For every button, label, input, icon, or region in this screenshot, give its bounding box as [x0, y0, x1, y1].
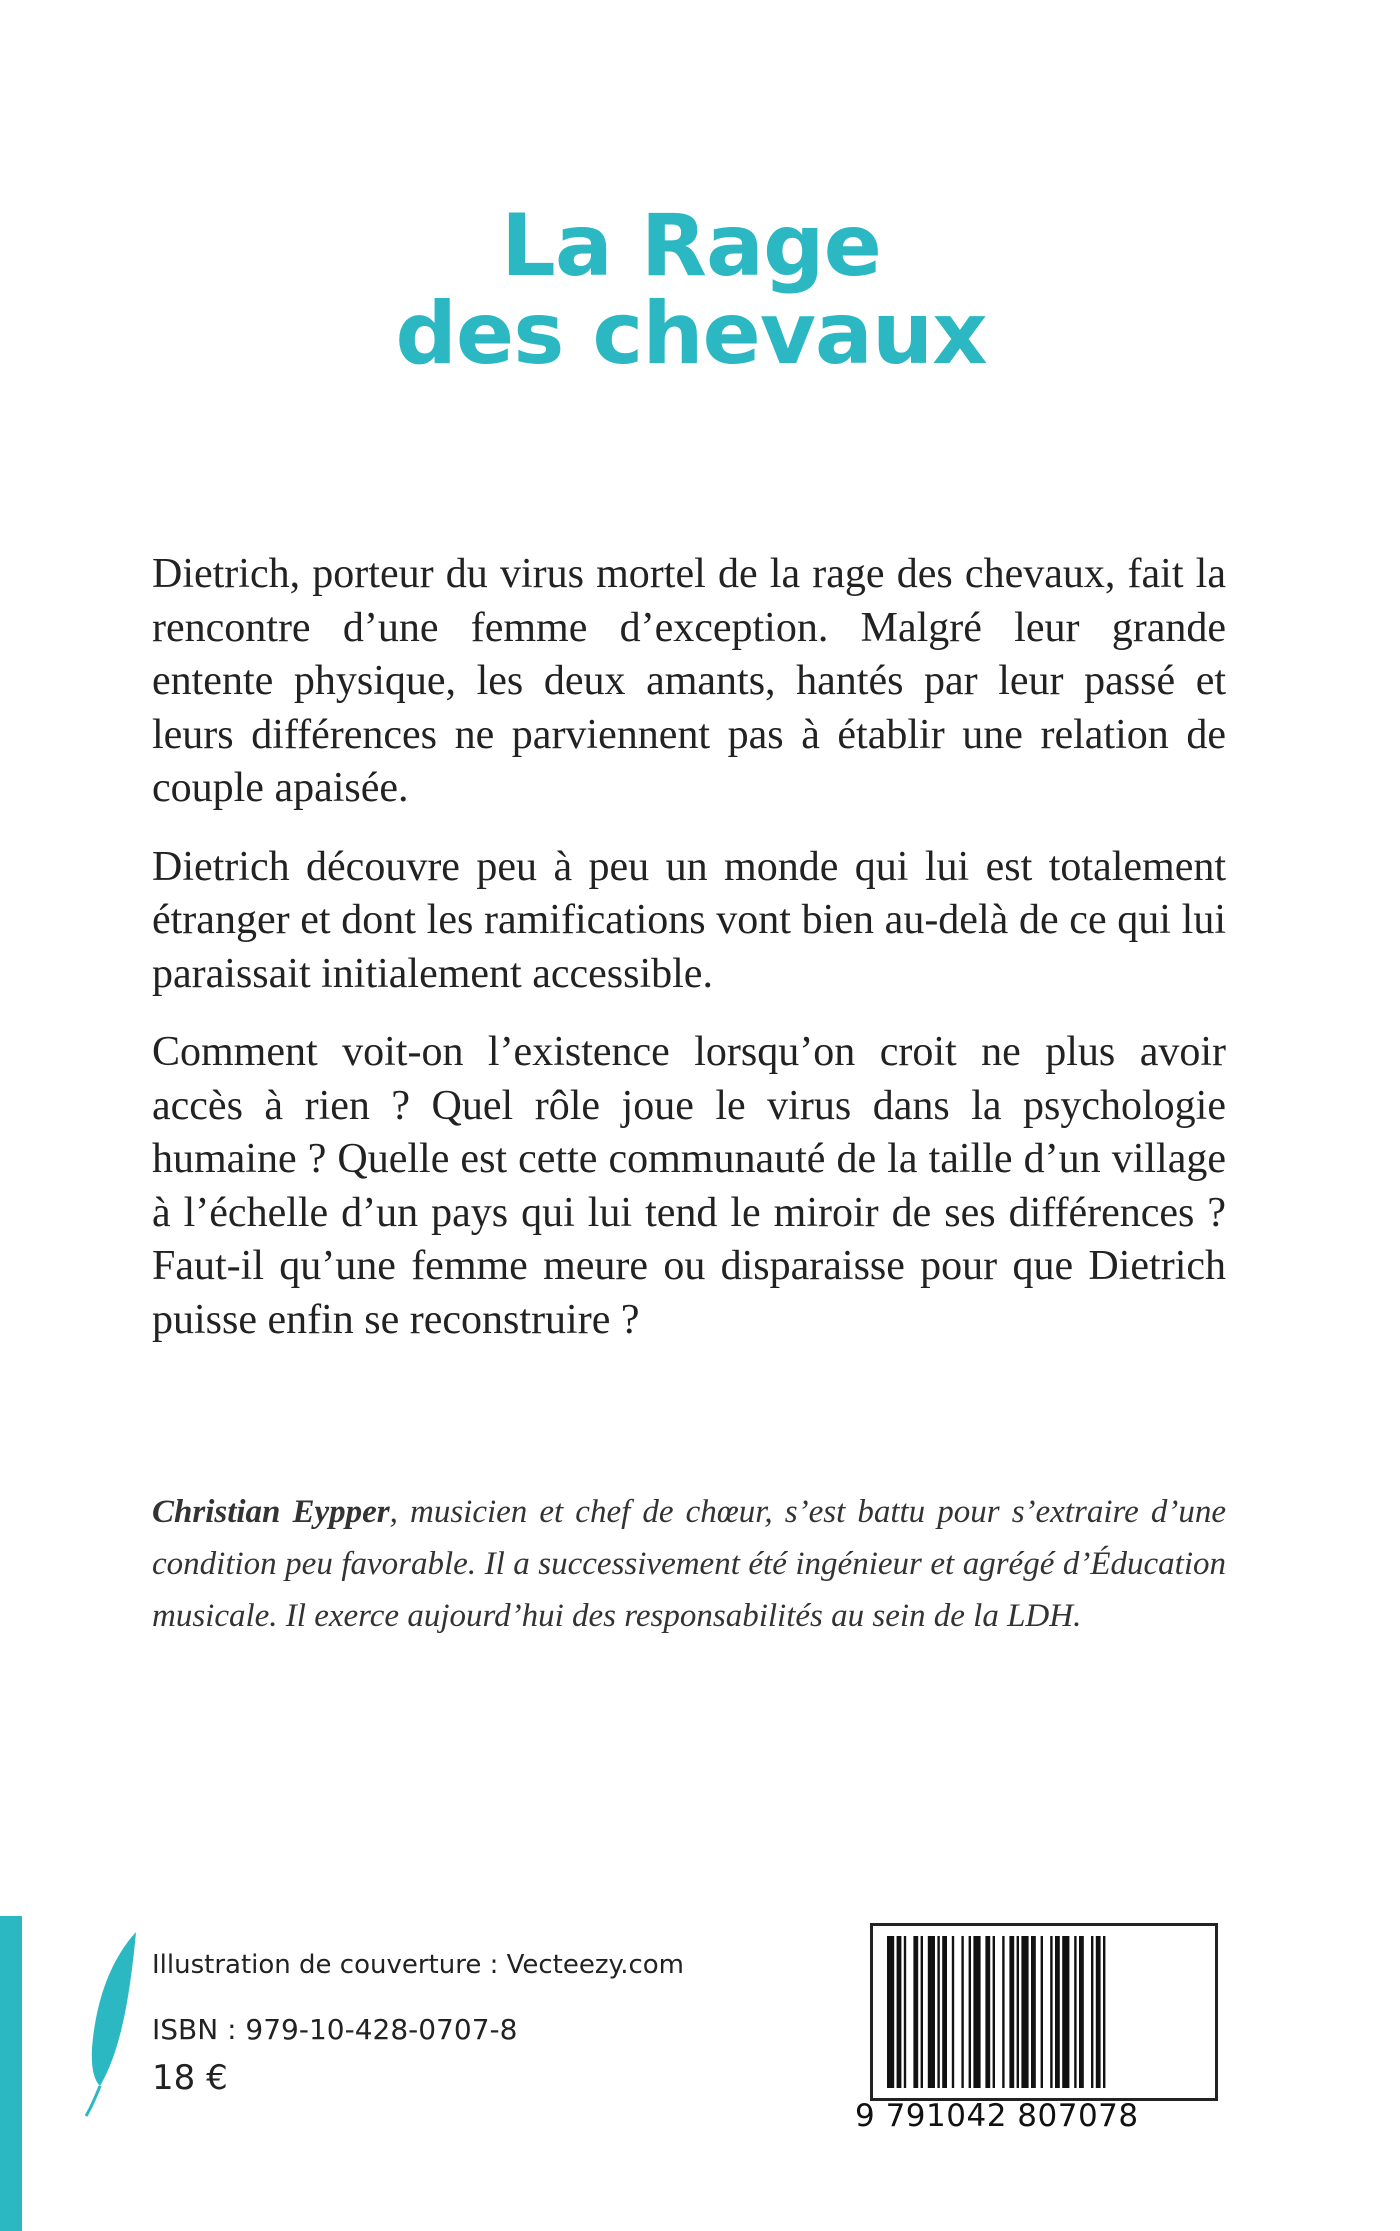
synopsis: [152, 548, 1226, 1372]
barcode: [870, 1923, 1218, 2101]
feather-icon: [82, 1928, 140, 2118]
author-bio: [152, 1486, 1226, 1642]
book-title-line-2: des chevaux: [395, 284, 987, 384]
book-title: [0, 196, 1382, 384]
synopsis-paragraph-2: Dietrich découvre peu à peu un monde qui lui est totalement étranger et dont les ramifications vont bien au-delà de ce qui lui paraissait initialement accessible.: [152, 843, 1226, 997]
price: 18 €: [152, 2058, 228, 2098]
accent-side-bar: [0, 1916, 22, 2231]
barcode-bars: [873, 1926, 1215, 2098]
author-name: Christian Eypper: [152, 1494, 390, 1530]
illustration-credit: Illustration de couverture : Vecteezy.com: [152, 1950, 684, 1980]
book-title-line-1: La Rage: [501, 196, 881, 296]
author-bio-text: , musicien et chef de chœur, s’est battu pour s’extraire d’une condition peu favorable. Il a successivement été ingénieur et agrégé d’Éducation musicale. Il exerce aujourd’hui des responsabilités au sein de la LDH.: [152, 1494, 1226, 1634]
isbn: ISBN : 979-10-428-0707-8: [152, 2013, 518, 2046]
synopsis-paragraph-3: Comment voit-on l’existence lorsqu’on croit ne plus avoir accès à rien ? Quel rôle joue le virus dans la psychologie humaine ? Quelle est cette communauté de la taille d’un village à l’échelle d’un pays qui lui tend le miroir de ses différences ? Faut-il qu’une femme meure ou disparaisse pour que Dietrich puisse enfin se reconstruire ?: [152, 1029, 1226, 1343]
barcode-digits: 9 791042 807078: [855, 2098, 1139, 2134]
synopsis-paragraph-1: Dietrich, porteur du virus mortel de la rage des chevaux, fait la rencontre d’une femme d’exception. Malgré leur grande entente physique, les deux amants, hantés par leur passé et leurs différences ne parviennent pas à établir une relation de couple apaisée.: [152, 551, 1226, 811]
